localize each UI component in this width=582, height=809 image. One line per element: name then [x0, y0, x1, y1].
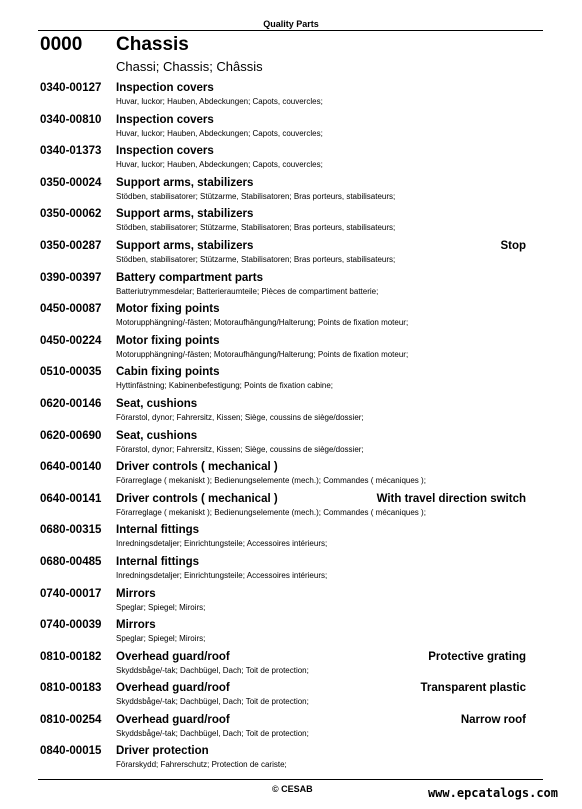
list-item	[40, 303, 528, 335]
list-item	[40, 272, 528, 304]
part-description: Inredningsdetaljer; Einrichtungsteile; Accessoires intérieurs;	[116, 570, 328, 580]
part-code: 0450-00087	[40, 303, 102, 316]
part-code: 0740-00017	[40, 587, 102, 600]
part-code: 0680-00485	[40, 555, 102, 568]
part-title: Driver controls ( mechanical )	[116, 492, 278, 505]
part-description: Speglar; Spiegel; Miroirs;	[116, 634, 206, 644]
part-title: Cabin fixing points	[116, 366, 220, 379]
part-description: Inredningsdetaljer; Einrichtungsteile; Accessoires intérieurs;	[116, 539, 328, 549]
footer-rule	[38, 779, 543, 780]
part-description: Stödben, stabilisatorer; Stützarme, Stabilisatoren; Bras porteurs, stabilisateurs;	[116, 223, 396, 233]
section-subtitle: Chassi; Chassis; Châssis	[116, 59, 263, 74]
list-item	[40, 524, 528, 556]
part-title: Seat, cushions	[116, 397, 198, 410]
header-rule	[38, 30, 543, 31]
part-description: Huvar, luckor; Hauben, Abdeckungen; Capots, couvercles;	[116, 160, 323, 170]
part-title: Internal fittings	[116, 555, 200, 568]
part-description: Skyddsbåge/-tak; Dachbügel, Dach; Toit de protection;	[116, 665, 309, 675]
part-title: Inspection covers	[116, 113, 214, 126]
watermark: www.epcatalogs.com	[427, 786, 558, 800]
part-note: Protective grating	[428, 650, 526, 663]
parts-list	[40, 82, 528, 777]
list-item	[40, 398, 528, 430]
part-code: 0350-00024	[40, 176, 102, 189]
part-title: Internal fittings	[116, 524, 200, 537]
list-item	[40, 82, 528, 114]
part-description: Huvar, luckor; Hauben, Abdeckungen; Capots, couvercles;	[116, 128, 323, 138]
part-note: With travel direction switch	[376, 492, 526, 505]
list-item	[40, 366, 528, 398]
part-code: 0740-00039	[40, 619, 102, 632]
part-title: Mirrors	[116, 587, 156, 600]
part-code: 0340-00810	[40, 113, 102, 126]
list-item	[40, 114, 528, 146]
list-item	[40, 619, 528, 651]
part-code: 0350-00287	[40, 239, 102, 252]
part-title: Motor fixing points	[116, 303, 220, 316]
part-title: Driver protection	[116, 745, 209, 758]
part-code: 0340-01373	[40, 145, 102, 158]
part-code: 0810-00183	[40, 682, 102, 695]
part-title: Overhead guard/roof	[116, 713, 230, 726]
footer-brand: © CESAB	[272, 784, 313, 794]
part-title: Motor fixing points	[116, 334, 220, 347]
part-title: Battery compartment parts	[116, 271, 263, 284]
part-description: Hyttinfästning; Kabinenbefestigung; Points de fixation cabine;	[116, 381, 334, 391]
list-item	[40, 177, 528, 209]
part-title: Driver controls ( mechanical )	[116, 461, 278, 474]
part-description: Motorupphängning/-fästen; Motoraufhängung/Halterung; Points de fixation moteur;	[116, 349, 409, 359]
part-note: Stop	[500, 239, 526, 252]
part-code: 0350-00062	[40, 208, 102, 221]
part-description: Skyddsbåge/-tak; Dachbügel, Dach; Toit de protection;	[116, 697, 309, 707]
part-description: Skyddsbåge/-tak; Dachbügel, Dach; Toit de protection;	[116, 728, 309, 738]
part-description: Huvar, luckor; Hauben, Abdeckungen; Capots, couvercles;	[116, 97, 323, 106]
list-item	[40, 208, 528, 240]
part-description: Förarreglage ( mekaniskt ); Bedienungselemente (mech.); Commandes ( mécaniques );	[116, 507, 426, 517]
part-note: Transparent plastic	[420, 682, 526, 695]
list-item	[40, 145, 528, 177]
part-code: 0840-00015	[40, 745, 102, 758]
section-title: Chassis	[116, 34, 189, 55]
part-title: Support arms, stabilizers	[116, 176, 254, 189]
list-item	[40, 493, 528, 525]
part-code: 0340-00127	[40, 82, 102, 94]
part-code: 0640-00141	[40, 492, 102, 505]
list-item	[40, 335, 528, 367]
part-code: 0390-00397	[40, 271, 102, 284]
part-code: 0640-00140	[40, 461, 102, 474]
list-item	[40, 430, 528, 462]
part-title: Seat, cushions	[116, 429, 198, 442]
list-item	[40, 556, 528, 588]
part-code: 0620-00146	[40, 397, 102, 410]
list-item	[40, 588, 528, 620]
part-title: Overhead guard/roof	[116, 682, 230, 695]
part-description: Förarstol, dynor; Fahrersitz, Kissen; Siège, coussins de siège/dossier;	[116, 412, 364, 422]
part-code: 0810-00254	[40, 713, 102, 726]
part-title: Support arms, stabilizers	[116, 208, 254, 221]
part-code: 0680-00315	[40, 524, 102, 537]
list-item	[40, 651, 528, 683]
part-code: 0810-00182	[40, 650, 102, 663]
list-item	[40, 240, 528, 272]
part-description: Speglar; Spiegel; Miroirs;	[116, 602, 206, 612]
part-description: Förarskydd; Fahrerschutz; Protection de cariste;	[116, 760, 287, 770]
part-code: 0510-00035	[40, 366, 102, 379]
part-note: Narrow roof	[460, 713, 526, 726]
list-item	[40, 682, 528, 714]
part-description: Stödben, stabilisatorer; Stützarme, Stabilisatoren; Bras porteurs, stabilisateurs;	[116, 254, 396, 264]
list-item	[40, 714, 528, 746]
part-title: Mirrors	[116, 619, 156, 632]
part-code: 0620-00690	[40, 429, 102, 442]
part-description: Förarstol, dynor; Fahrersitz, Kissen; Siège, coussins de siège/dossier;	[116, 444, 364, 454]
part-description: Motorupphängning/-fästen; Motoraufhängung/Halterung; Points de fixation moteur;	[116, 318, 409, 328]
part-title: Inspection covers	[116, 145, 214, 158]
part-description: Batteriutrymmesdelar; Batterieraumteile; Pièces de compartiment batterie;	[116, 286, 379, 296]
part-title: Support arms, stabilizers	[116, 239, 254, 252]
part-description: Stödben, stabilisatorer; Stützarme, Stabilisatoren; Bras porteurs, stabilisateurs;	[116, 191, 396, 201]
list-item	[40, 461, 528, 493]
part-description: Förarreglage ( mekaniskt ); Bedienungselemente (mech.); Commandes ( mécaniques );	[116, 476, 426, 486]
part-title: Inspection covers	[116, 82, 214, 94]
page-header: Quality Parts	[263, 19, 319, 29]
list-item	[40, 745, 528, 777]
part-code: 0450-00224	[40, 334, 102, 347]
part-title: Overhead guard/roof	[116, 650, 230, 663]
section-code: 0000	[40, 34, 83, 55]
